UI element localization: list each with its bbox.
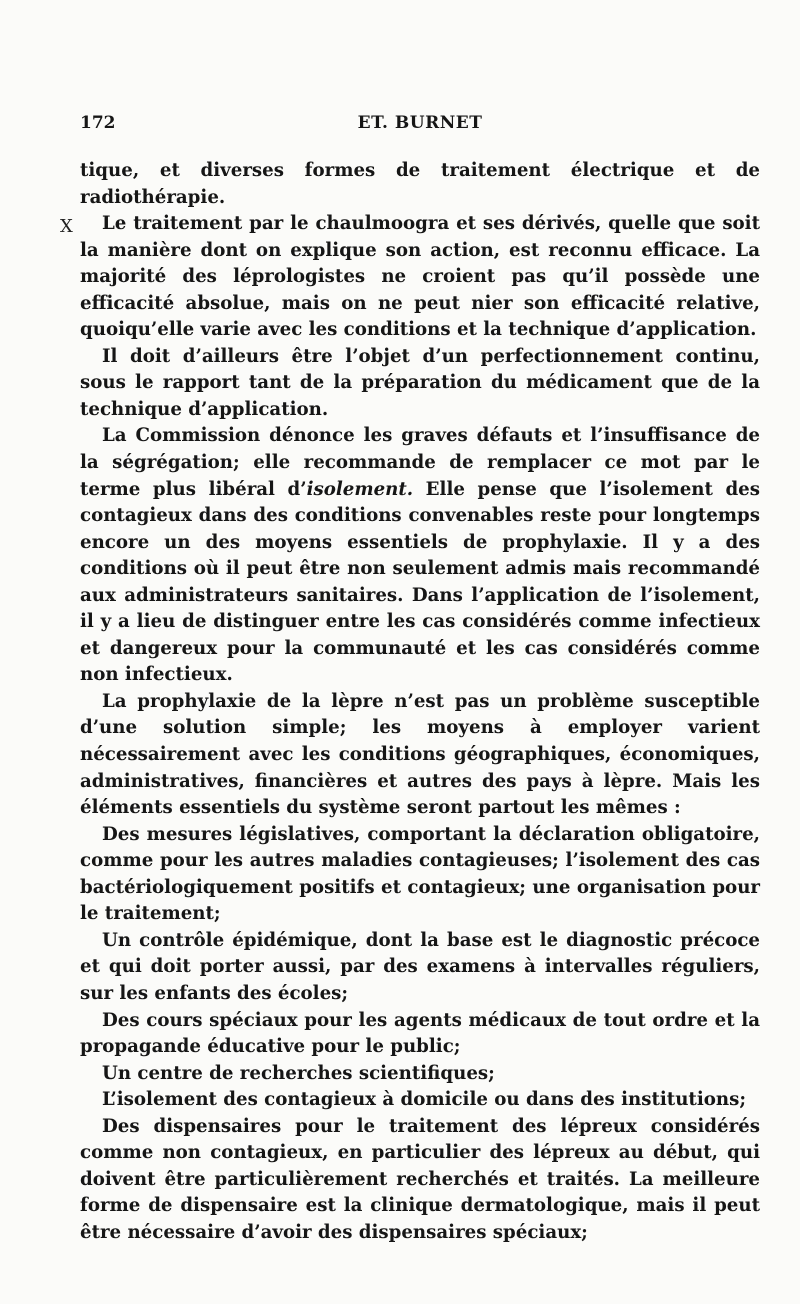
paragraph: tique, et diverses formes de traitement électrique et de radiothérapie. xyxy=(80,160,760,208)
paragraph: La prophylaxie de la lèpre n’est pas un problème susceptible d’une solution simple; les moyens à employer varient nécessairement avec les conditions géographiques, économiques, administratives, financières et autres des pays à lèpre. Mais les éléments essentiels du système seront partout les mêmes : xyxy=(80,690,760,819)
list-paragraph: Des mesures législatives, comportant la déclaration obligatoire, comme pour les autres maladies contagieuses; l’isolement des cas bactériologiquement positifs et contagieux; une organisation pour le traitement; xyxy=(80,823,760,925)
list-paragraph: Un contrôle épidémique, dont la base est le diagnostic précoce et qui doit porter aussi, par des examens à intervalles réguliers, sur les enfants des écoles; xyxy=(80,929,760,1004)
running-title: ET. BURNET xyxy=(357,113,483,133)
body-text xyxy=(80,158,760,1246)
list-paragraph: Un centre de recherches scientifiques; xyxy=(102,1062,495,1084)
list-paragraph: Des cours spéciaux pour les agents médicaux de tout ordre et la propagande éducative pour le public; xyxy=(80,1009,760,1058)
paragraph-text: La Commission dénonce les graves défauts et l’insuffisance de la ségrégation; elle recommande de remplacer ce mot par le terme plus libéral d’ xyxy=(80,425,760,500)
paragraph-text: Elle pense que l’isolement des contagieux dans des conditions convenables reste pour longtemps encore un des moyens essentiels de prophylaxie. Il y a des conditions où il peut être non seulement admis mais recommandé aux administrateurs sanitaires. Dans l’application de l’isolement, il y a lieu de distinguer entre les cas considérés comme infectieux et dangereux pour la communauté et les cas considérés comme non infectieux. xyxy=(80,478,760,686)
page-number: 172 xyxy=(80,113,116,133)
list-paragraph: Des dispensaires pour le traitement des lépreux considérés comme non contagieux, en particulier des lépreux au début, qui doivent être particulièrement recherchés et traités. La meilleure forme de dispensaire est la clinique dermatologique, mais il peut être nécessaire d’avoir des dispensaires spéciaux; xyxy=(80,1115,760,1243)
list-paragraph: L’isolement des contagieux à domicile ou dans des institutions; xyxy=(102,1089,747,1111)
paragraph: Il doit d’ailleurs être l’objet d’un perfectionnement continu, sous le rapport tant de la préparation du médicament que de la technique d’application. xyxy=(80,345,760,420)
margin-cross-mark: X xyxy=(60,216,73,237)
italic-term: isolement. xyxy=(306,478,414,500)
paragraph: Le traitement par le chaulmoogra et ses dérivés, quelle que soit la manière dont on explique son action, est reconnu efficace. La majorité des léprologistes ne croient pas qu’il possède une efficacité absolue, mais on ne peut nier son efficacité relative, quoiqu’elle varie avec les conditions et la technique d’application. xyxy=(80,213,760,341)
paragraph-isolement xyxy=(80,423,760,688)
running-header xyxy=(80,113,760,139)
